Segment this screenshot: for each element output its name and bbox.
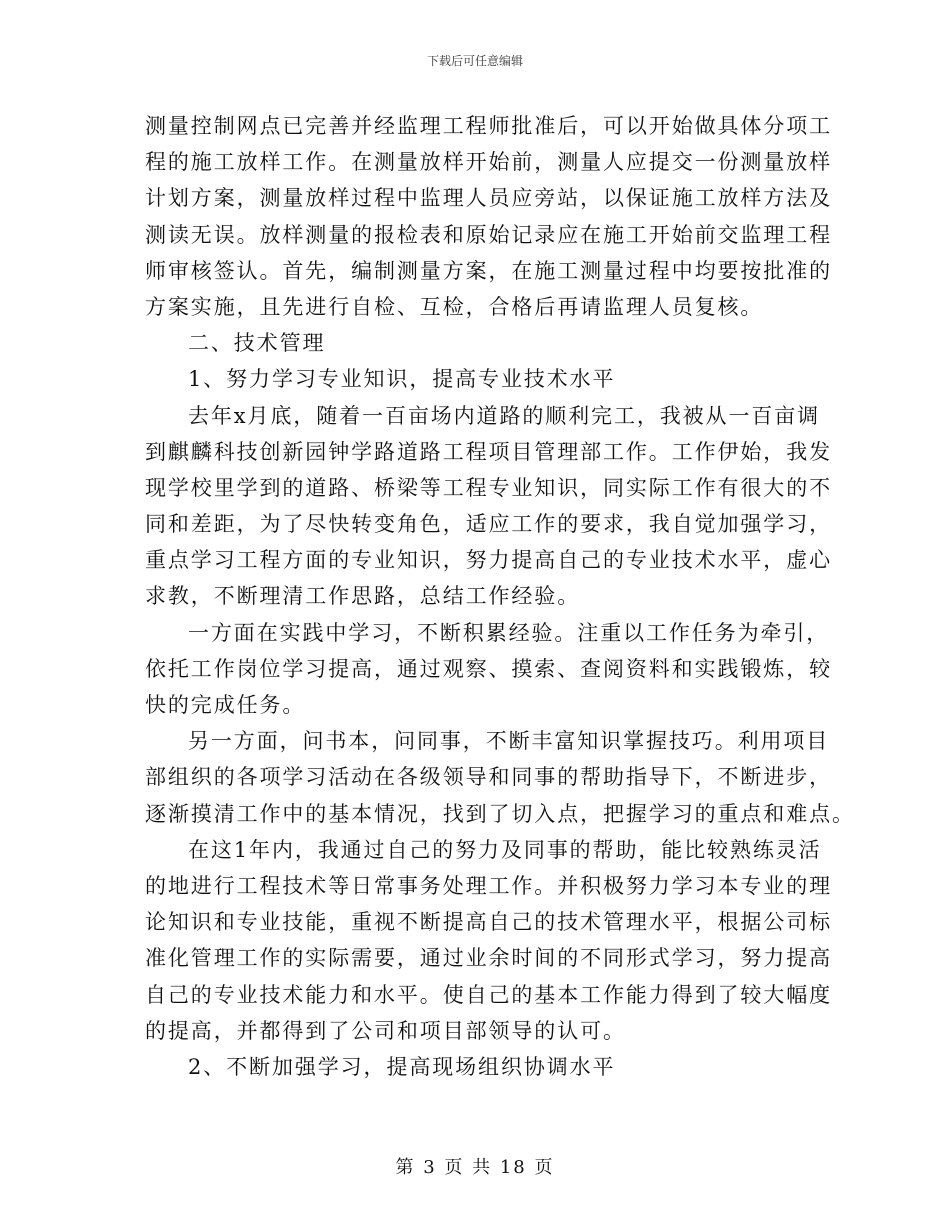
body-line: 在这1年内，我通过自己的努力及同事的帮助，能比较熟练灵活 — [188, 837, 822, 862]
body-line: 的地进行工程技术等日常事务处理工作。并积极努力学习本专业的理 — [145, 873, 832, 898]
body-line: 现学校里学到的道路、桥梁等工程专业知识，同实际工作有很大的不 — [145, 475, 832, 500]
section-heading: 二、技术管理 — [188, 331, 326, 356]
body-line: 的提高，并都得到了公司和项目部领导的认可。 — [145, 1018, 626, 1043]
document-body — [145, 108, 855, 1085]
body-line: 程的施工放样工作。在测量放样开始前，测量人应提交一份测量放样 — [145, 150, 832, 175]
body-line: 快的完成任务。 — [145, 693, 306, 717]
body-line: 测读无误。放样测量的报检表和原始记录应在施工开始前交监理工程 — [145, 222, 832, 247]
body-line: 另一方面，问书本，问同事，不断丰富知识掌握技巧。利用项目 — [188, 729, 830, 754]
body-line: 部组织的各项学习活动在各级领导和同事的帮助指导下，不断进步， — [145, 765, 832, 790]
body-line: 逐渐摸清工作中的基本情况，找到了切入点，把握学习的重点和难点。 — [145, 801, 855, 826]
page-header: 下载后可任意编辑 — [426, 54, 523, 68]
body-line: 测量控制网点已完善并经监理工程师批准后，可以开始做具体分项工 — [145, 114, 832, 138]
body-line: 准化管理工作的实际需要，通过业余时间的不同形式学习，努力提高 — [145, 946, 832, 971]
body-line: 同和差距，为了尽快转变角色，适应工作的要求，我自觉加强学习， — [145, 512, 832, 537]
body-line: 计划方案，测量放样过程中监理人员应旁站，以保证施工放样方法及 — [145, 186, 832, 211]
body-line: 到麒麟科技创新园钟学路道路工程项目管理部工作。工作伊始，我发 — [145, 439, 832, 464]
body-line: 论知识和专业技能，重视不断提高自己的技术管理水平，根据公司标 — [145, 910, 832, 935]
subsection-heading: 1、努力学习专业知识，提高专业技术水平 — [188, 367, 616, 392]
body-line: 依托工作岗位学习提高，通过观察、摸索、查阅资料和实践锻炼，较 — [145, 656, 832, 681]
body-line: 重点学习工程方面的专业知识，努力提高自己的专业技术水平，虚心 — [145, 548, 832, 573]
body-line: 师审核签认。首先，编制测量方案，在施工测量过程中均要按批准的 — [145, 258, 832, 283]
body-line: 求教，不断理清工作思路，总结工作经验。 — [145, 584, 581, 609]
body-line: 方案实施，且先进行自检、互检，合格后再请监理人员复核。 — [145, 294, 764, 319]
body-line: 自己的专业技术能力和水平。使自己的基本工作能力得到了较大幅度 — [145, 982, 832, 1007]
page-number-footer: 第 3 页 共 18 页 — [395, 1157, 555, 1178]
subsection-heading: 2、不断加强学习，提高现场组织协调水平 — [188, 1054, 616, 1079]
body-line: 去年x月底，随着一百亩场内道路的顺利完工，我被从一百亩调 — [188, 403, 821, 428]
body-line: 一方面在实践中学习，不断积累经验。注重以工作任务为牵引， — [188, 620, 830, 645]
